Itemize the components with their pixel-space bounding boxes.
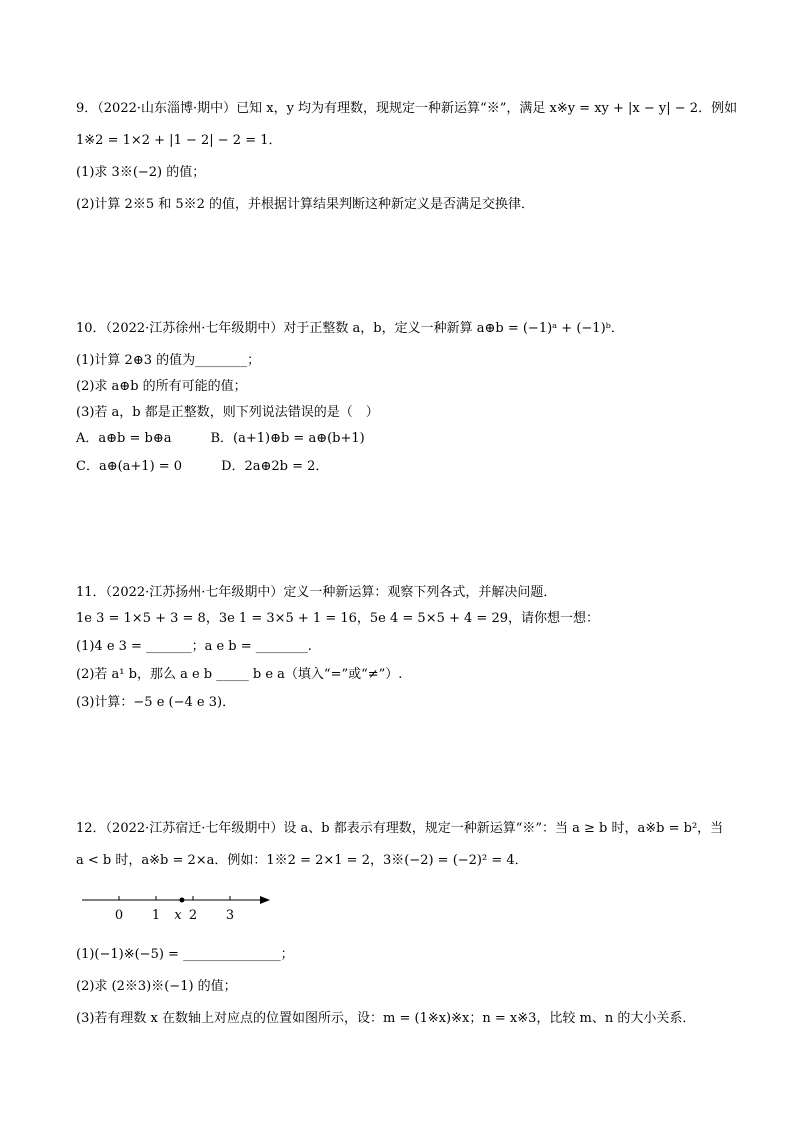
number-line-tick-label: 0 [114,908,124,923]
q12-line-5: (3)若有理数 x 在数轴上对应点的位置如图所示，设：m = (1※x)※x；n = x※3，比较 m、n 的大小关系． [76,1011,696,1026]
number-line-tick-label: 2 [188,908,198,923]
q10-line-6: C．a⊕(a+1) = 0 D．2a⊕2b = 2． [76,459,329,474]
q11-line-5: (3)计算：−5 e (−4 e 3)． [76,695,236,710]
q10-line-2: (1)计算 2⊕3 的值为________； [76,353,261,368]
number-line-figure [76,888,296,928]
q12-line-3: (1)(−1)※(−5) = _______________； [76,947,294,962]
q10-line-1: 10．（2022·江苏徐州·七年级期中）对于正整数 a，b，定义一种新算 a⊕b = (−1)ᵃ + (−1)ᵇ． [76,321,624,336]
number-line-point-x [179,898,184,903]
q12-line-4: (2)求 (2※3)※(−1) 的值； [76,979,237,994]
q11-line-3: (1)4 e 3 = _______；a e b = ________. [76,639,312,654]
q10-line-4: (3)若 a，b 都是正整数，则下列说法错误的是（ ） [76,405,379,420]
q11-line-1: 11．（2022·江苏扬州·七年级期中）定义一种新运算：观察下列各式，并解决问题． [76,585,557,600]
q9-line-4: (2)计算 2※5 和 5※2 的值，并根据计算结果判断这种新定义是否满足交换律． [76,197,535,212]
number-line-tick-label: 3 [225,908,235,923]
number-line-arrow [260,896,270,904]
q9-line-1: 9．（2022·山东淄博·期中）已知 x，y 均为有理数，现规定一种新运算“※”，满足 x※y = xy + |x − y| − 2．例如 [76,101,738,116]
q11-line-2: 1e 3 = 1×5 + 3 = 8，3e 1 = 3×5 + 1 = 16，5e 4 = 5×5 + 4 = 29，请你想一想： [76,611,599,626]
q10-line-5: A．a⊕b = b⊕a B．(a+1)⊕b = a⊕(b+1) [76,431,365,446]
q9-line-2: 1※2 = 1×2 + |1 − 2| − 2 = 1． [76,133,282,148]
q11-line-4: (2)若 a¹ b，那么 a e b _____ b e a（填入“=”或“≠”）. [76,667,403,682]
q10-line-3: (2)求 a⊕b 的所有可能的值； [76,379,247,394]
q12-line-2: a < b 时，a※b = 2×a．例如：1※2 = 2×1 = 2，3※(−2) = (−2)² = 4． [76,853,528,868]
q12-line-1: 12．（2022·江苏宿迁·七年级期中）设 a、b 都表示有理数，规定一种新运算“※”：当 a ≥ b 时，a※b = b²，当 [76,821,724,836]
number-line-point-label: x [174,908,182,923]
q9-line-3: (1)求 3※(−2) 的值； [76,165,206,180]
number-line-tick-label: 1 [151,908,161,923]
